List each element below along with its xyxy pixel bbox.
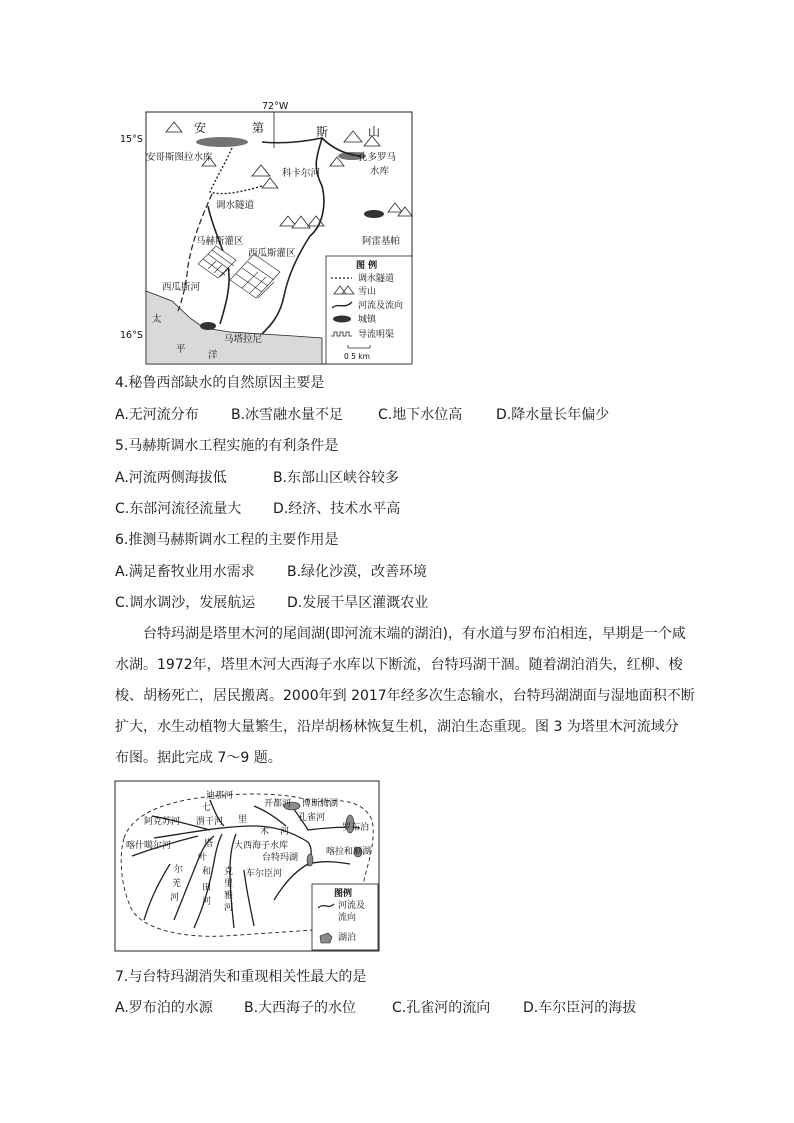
- lon-label: 72°W: [262, 101, 289, 112]
- q4-option-d: D.降水量长年偏少: [496, 407, 610, 423]
- map2-label-tarim-2: 里: [238, 815, 248, 825]
- map2-label-keriya-4: 河: [224, 903, 234, 913]
- map2-label-he: 河: [170, 893, 180, 903]
- map2-label-ye: 叶: [198, 853, 208, 863]
- q6-option-b: B.绿化沙漠，改善环境: [287, 564, 428, 580]
- map2-label-taitema: 台特玛湖: [262, 853, 299, 863]
- map2-label-qiang: 羌: [172, 879, 182, 889]
- map2-label-kashgar: 喀什噶尔河: [126, 841, 172, 851]
- map2-label-tarim-1: 塔: [204, 839, 214, 849]
- q4-option-c: C.地下水位高: [378, 407, 463, 423]
- map2-label-qi: 七: [202, 803, 212, 813]
- map2-label-kaidu: 开都河: [264, 799, 292, 809]
- legend-item-town: 城镇: [358, 315, 377, 325]
- q4-option-b: B.冰雪融水量不足: [231, 407, 344, 423]
- q5-option-c: C.东部河流径流量大: [115, 501, 242, 517]
- q5-option-d: D.经济、技术水平高: [273, 501, 401, 517]
- map-label-tunnel: 调水隧道: [216, 200, 255, 211]
- map2-label-kalahe: 喀拉和顺湖: [326, 847, 372, 857]
- q6-option-c: C.调水调沙，发展航运: [115, 595, 256, 611]
- q6-option-d: D.发展干旱区灌溉农业: [287, 595, 429, 611]
- map-label-andes-3: 斯: [316, 125, 329, 139]
- map-label-condoroma-2: 水库: [370, 166, 390, 177]
- tarim-basin-map: [114, 780, 380, 952]
- map-label-matarani: 马塔拉尼: [224, 334, 263, 345]
- q7-option-a: A.罗布泊的水源: [115, 1000, 213, 1016]
- map2-label-aksu: 阿克苏河: [144, 817, 181, 827]
- map-label-arequipa: 阿雷基帕: [362, 236, 401, 247]
- map2-label-keriya-3: 雅: [224, 891, 234, 901]
- question-4-stem: 4.秘鲁西部缺水的自然原因主要是: [115, 375, 325, 391]
- map-label-ocean-2: 平: [176, 344, 186, 355]
- map-label-siguas-area: 西瓜斯灌区: [248, 248, 296, 259]
- map2-legend-title: 图例: [334, 889, 353, 899]
- map-label-colca: 科卡尔河: [282, 168, 321, 179]
- peru-water-diversion-map: [112, 96, 422, 368]
- map2-legend-lake: 湖泊: [338, 933, 357, 943]
- passage-line-2: 水湖。1972年，塔里木河大西海子水库以下断流，台特玛湖干涸。随着湖泊消失，红柳、梭: [115, 657, 683, 673]
- legend-item-tunnel: 调水隧道: [358, 274, 395, 284]
- q7-option-b: B.大西海子的水位: [244, 1000, 357, 1016]
- question-7-stem: 7.与台特玛湖消失和重现相关性最大的是: [115, 969, 367, 985]
- passage-line-1: 台特玛湖是塔里木河的尾闾湖(即河流末端的湖泊)，有水道与罗布泊相连，早期是一个咸: [143, 626, 686, 642]
- question-5-stem: 5.马赫斯调水工程实施的有利条件是: [115, 438, 339, 454]
- lat-bottom-label: 16°S: [120, 330, 143, 341]
- map2-label-dina: 迪那河: [206, 791, 234, 801]
- legend-item-channel: 导流明渠: [358, 330, 395, 340]
- q7-option-d: D.车尔臣河的海拔: [523, 1000, 637, 1016]
- map2-legend-river-2: 流向: [338, 913, 357, 923]
- map-label-majes: 马赫斯灌区: [196, 236, 244, 247]
- passage-line-5: 布图。据此完成 7～9 题。: [115, 750, 282, 766]
- map-label-ocean-1: 太: [152, 314, 162, 325]
- map2-label-er: 尔: [174, 865, 184, 875]
- question-6-stem: 6.推测马赫斯调水工程的主要作用是: [115, 532, 339, 548]
- map-label-andes-2: 第: [252, 121, 265, 135]
- map2-label-luobupo: 罗布泊: [342, 823, 370, 833]
- map-label-angostura: 安哥斯图拉水库: [146, 152, 213, 163]
- legend-item-snow: 雪山: [358, 287, 377, 297]
- map2-label-bosten: 博斯腾湖: [302, 799, 339, 809]
- map2-label-tarim-4: 河: [280, 827, 290, 837]
- q7-option-c: C.孔雀河的流向: [392, 1000, 491, 1016]
- legend-item-river: 河流及流向: [358, 301, 404, 311]
- map-label-condoroma: 孔多罗马: [358, 152, 397, 163]
- map2-label-tarim-3: 木: [260, 827, 270, 837]
- lat-top-label: 15°S: [120, 134, 143, 145]
- map-label-andes-4: 山: [368, 125, 381, 139]
- map-label-siguas-river: 西瓜斯河: [162, 282, 201, 293]
- q4-option-a: A.无河流分布: [115, 407, 199, 423]
- map2-label-daxihaizi: 大西海子水库: [234, 841, 289, 851]
- map2-label-keriya-1: 克: [224, 867, 234, 877]
- map2-label-hetian-he: 河: [202, 897, 212, 907]
- map-label-andes-1: 安: [194, 121, 207, 135]
- passage-line-4: 扩大，水生动植物大量繁生，沿岸胡杨林恢复生机，湖泊生态重现。图 3 为塔里木河流域分: [115, 719, 679, 735]
- legend-scale: 0 5 km: [344, 352, 370, 361]
- map2-legend-river-1: 河流及: [338, 901, 366, 911]
- map2-label-weigan: 渭干河: [196, 817, 224, 827]
- q5-option-a: A.河流两侧海拔低: [115, 470, 227, 486]
- q5-option-b: B.东部山区峡谷较多: [273, 470, 400, 486]
- map2-legend: [312, 884, 378, 950]
- map2-label-yarkand-2: 和: [202, 867, 212, 877]
- map2-label-cheerchen: 车尔臣河: [246, 869, 283, 879]
- map2-label-yarkand-3: 田: [202, 883, 212, 893]
- q6-option-a: A.满足畜牧业用水需求: [115, 564, 255, 580]
- passage-line-3: 梭、胡杨死亡，居民搬离。2000年到 2017年经多次生态输水，台特玛湖湖面与湿地面积不断: [115, 688, 695, 704]
- map2-label-kongque: 孔雀河: [298, 813, 326, 823]
- legend-title: 图 例: [356, 261, 378, 271]
- map1-legend: [326, 256, 412, 364]
- map-label-ocean-3: 洋: [208, 350, 218, 361]
- map2-label-keriya-2: 里: [224, 879, 234, 889]
